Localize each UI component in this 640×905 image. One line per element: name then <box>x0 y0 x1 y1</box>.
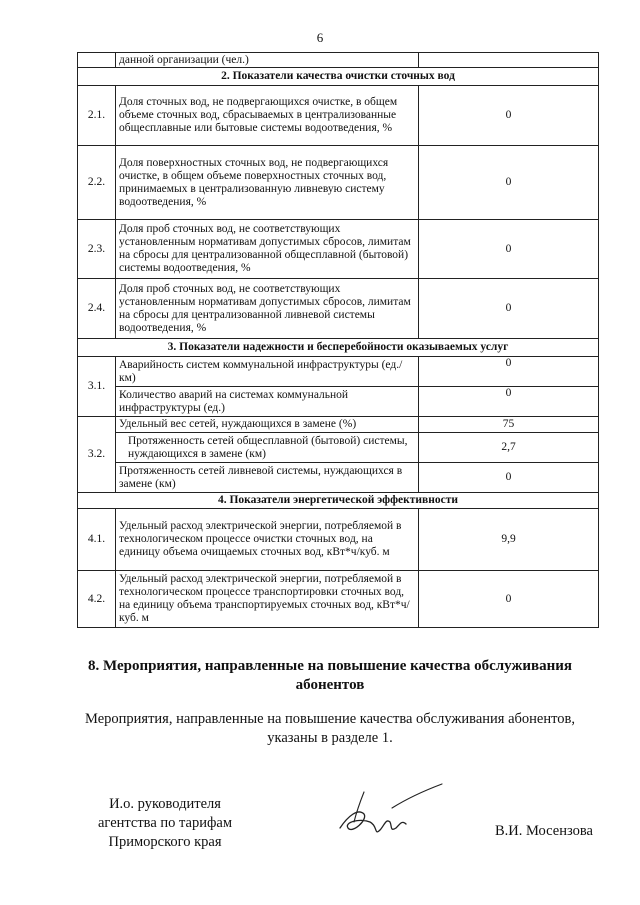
section-title: 4. Показатели энергетической эффективности <box>78 493 599 509</box>
table-row <box>78 146 599 220</box>
value-cell: 0 <box>419 571 599 628</box>
signatory-position <box>85 795 245 852</box>
value-cell: 0 <box>419 387 599 417</box>
handwritten-signature <box>330 778 450 848</box>
table-row <box>78 387 599 417</box>
section-8-paragraph: Мероприятия, направленные на повышение качества обслуживания абонентов, указаны в разделе 1. <box>85 711 575 746</box>
signatory-name: В.И. Мосензова <box>495 823 593 839</box>
indicators-table <box>77 52 599 628</box>
row-number-cell: 2.2. <box>78 146 116 220</box>
section-header-row <box>78 68 599 86</box>
indicator-cell: Доля проб сточных вод, не соответствующих установленным нормативам допустимых сбросов, лимитам на сбросы для централизованной ливневой системы водоотведения, % <box>116 279 419 339</box>
row-number-cell <box>78 53 116 68</box>
indicator-cell: Доля сточных вод, не подвергающихся очистке, в общем объеме сточных вод, сбрасываемых в централизованные общесплавные или бытовые системы водоотведения, % <box>116 86 419 146</box>
section-title: 2. Показатели качества очистки сточных вод <box>78 68 599 86</box>
indicator-cell: Протяженность сетей ливневой системы, нуждающихся в замене (км) <box>116 463 419 493</box>
row-number-cell: 4.2. <box>78 571 116 628</box>
value-cell: 0 <box>419 220 599 279</box>
row-number-cell: 2.4. <box>78 279 116 339</box>
row-number-cell: 2.1. <box>78 86 116 146</box>
table-row <box>78 279 599 339</box>
indicator-cell: Протяженность сетей общесплавной (бытовой) системы, нуждающихся в замене (км) <box>116 433 419 463</box>
indicator-cell: Доля проб сточных вод, не соответствующих установленным нормативам допустимых сбросов, лимитам на сбросы для централизованной общесплавной (бытовой) системы водоотведения, % <box>116 220 419 279</box>
position-line: агентства по тарифам <box>98 815 232 831</box>
value-cell: 0 <box>419 357 599 387</box>
page-number: 6 <box>316 30 324 45</box>
table-row <box>78 463 599 493</box>
table-row <box>78 509 599 571</box>
value-cell <box>419 53 599 68</box>
row-number-cell: 2.3. <box>78 220 116 279</box>
table-row <box>78 571 599 628</box>
indicator-cell: Доля поверхностных сточных вод, не подвергающихся очистке, в общем объеме поверхностных сточных вод, принимаемых в централизованную ливневую систему водоотведения, % <box>116 146 419 220</box>
table-row <box>78 417 599 433</box>
indicator-cell: данной организации (чел.) <box>116 53 419 68</box>
indicator-cell: Удельный вес сетей, нуждающихся в замене (%) <box>116 417 419 433</box>
section-header-row <box>78 493 599 509</box>
value-cell: 0 <box>419 279 599 339</box>
table-row <box>78 220 599 279</box>
value-cell: 9,9 <box>419 509 599 571</box>
value-cell: 75 <box>419 417 599 433</box>
position-line: И.о. руководителя <box>109 796 221 812</box>
value-cell: 0 <box>419 146 599 220</box>
value-cell: 0 <box>419 463 599 493</box>
section-8-heading: 8. Мероприятия, направленные на повышение качества обслуживания абонентов <box>87 658 572 693</box>
position-line: Приморского края <box>108 834 222 850</box>
table-row <box>78 53 599 68</box>
row-number-cell: 3.2. <box>78 417 116 493</box>
table-row <box>78 433 599 463</box>
value-cell: 2,7 <box>419 433 599 463</box>
section-header-row <box>78 339 599 357</box>
row-number-cell: 3.1. <box>78 357 116 417</box>
table-row <box>78 86 599 146</box>
indicator-cell: Удельный расход электрической энергии, потребляемой в технологическом процессе транспортировки сточных вод, на единицу объема транспортируемых сточных вод, кВт*ч/куб. м <box>116 571 419 628</box>
table-row <box>78 357 599 387</box>
indicator-cell: Аварийность систем коммунальной инфраструктуры (ед./км) <box>116 357 419 387</box>
value-cell: 0 <box>419 86 599 146</box>
section-title: 3. Показатели надежности и бесперебойности оказываемых услуг <box>78 339 599 357</box>
row-number-cell: 4.1. <box>78 509 116 571</box>
indicator-cell: Удельный расход электрической энергии, потребляемой в технологическом процессе очистки сточных вод, на единицу объема очищаемых сточных вод, кВт*ч/куб. м <box>116 509 419 571</box>
indicator-cell: Количество аварий на системах коммунальной инфраструктуры (ед.) <box>116 387 419 417</box>
